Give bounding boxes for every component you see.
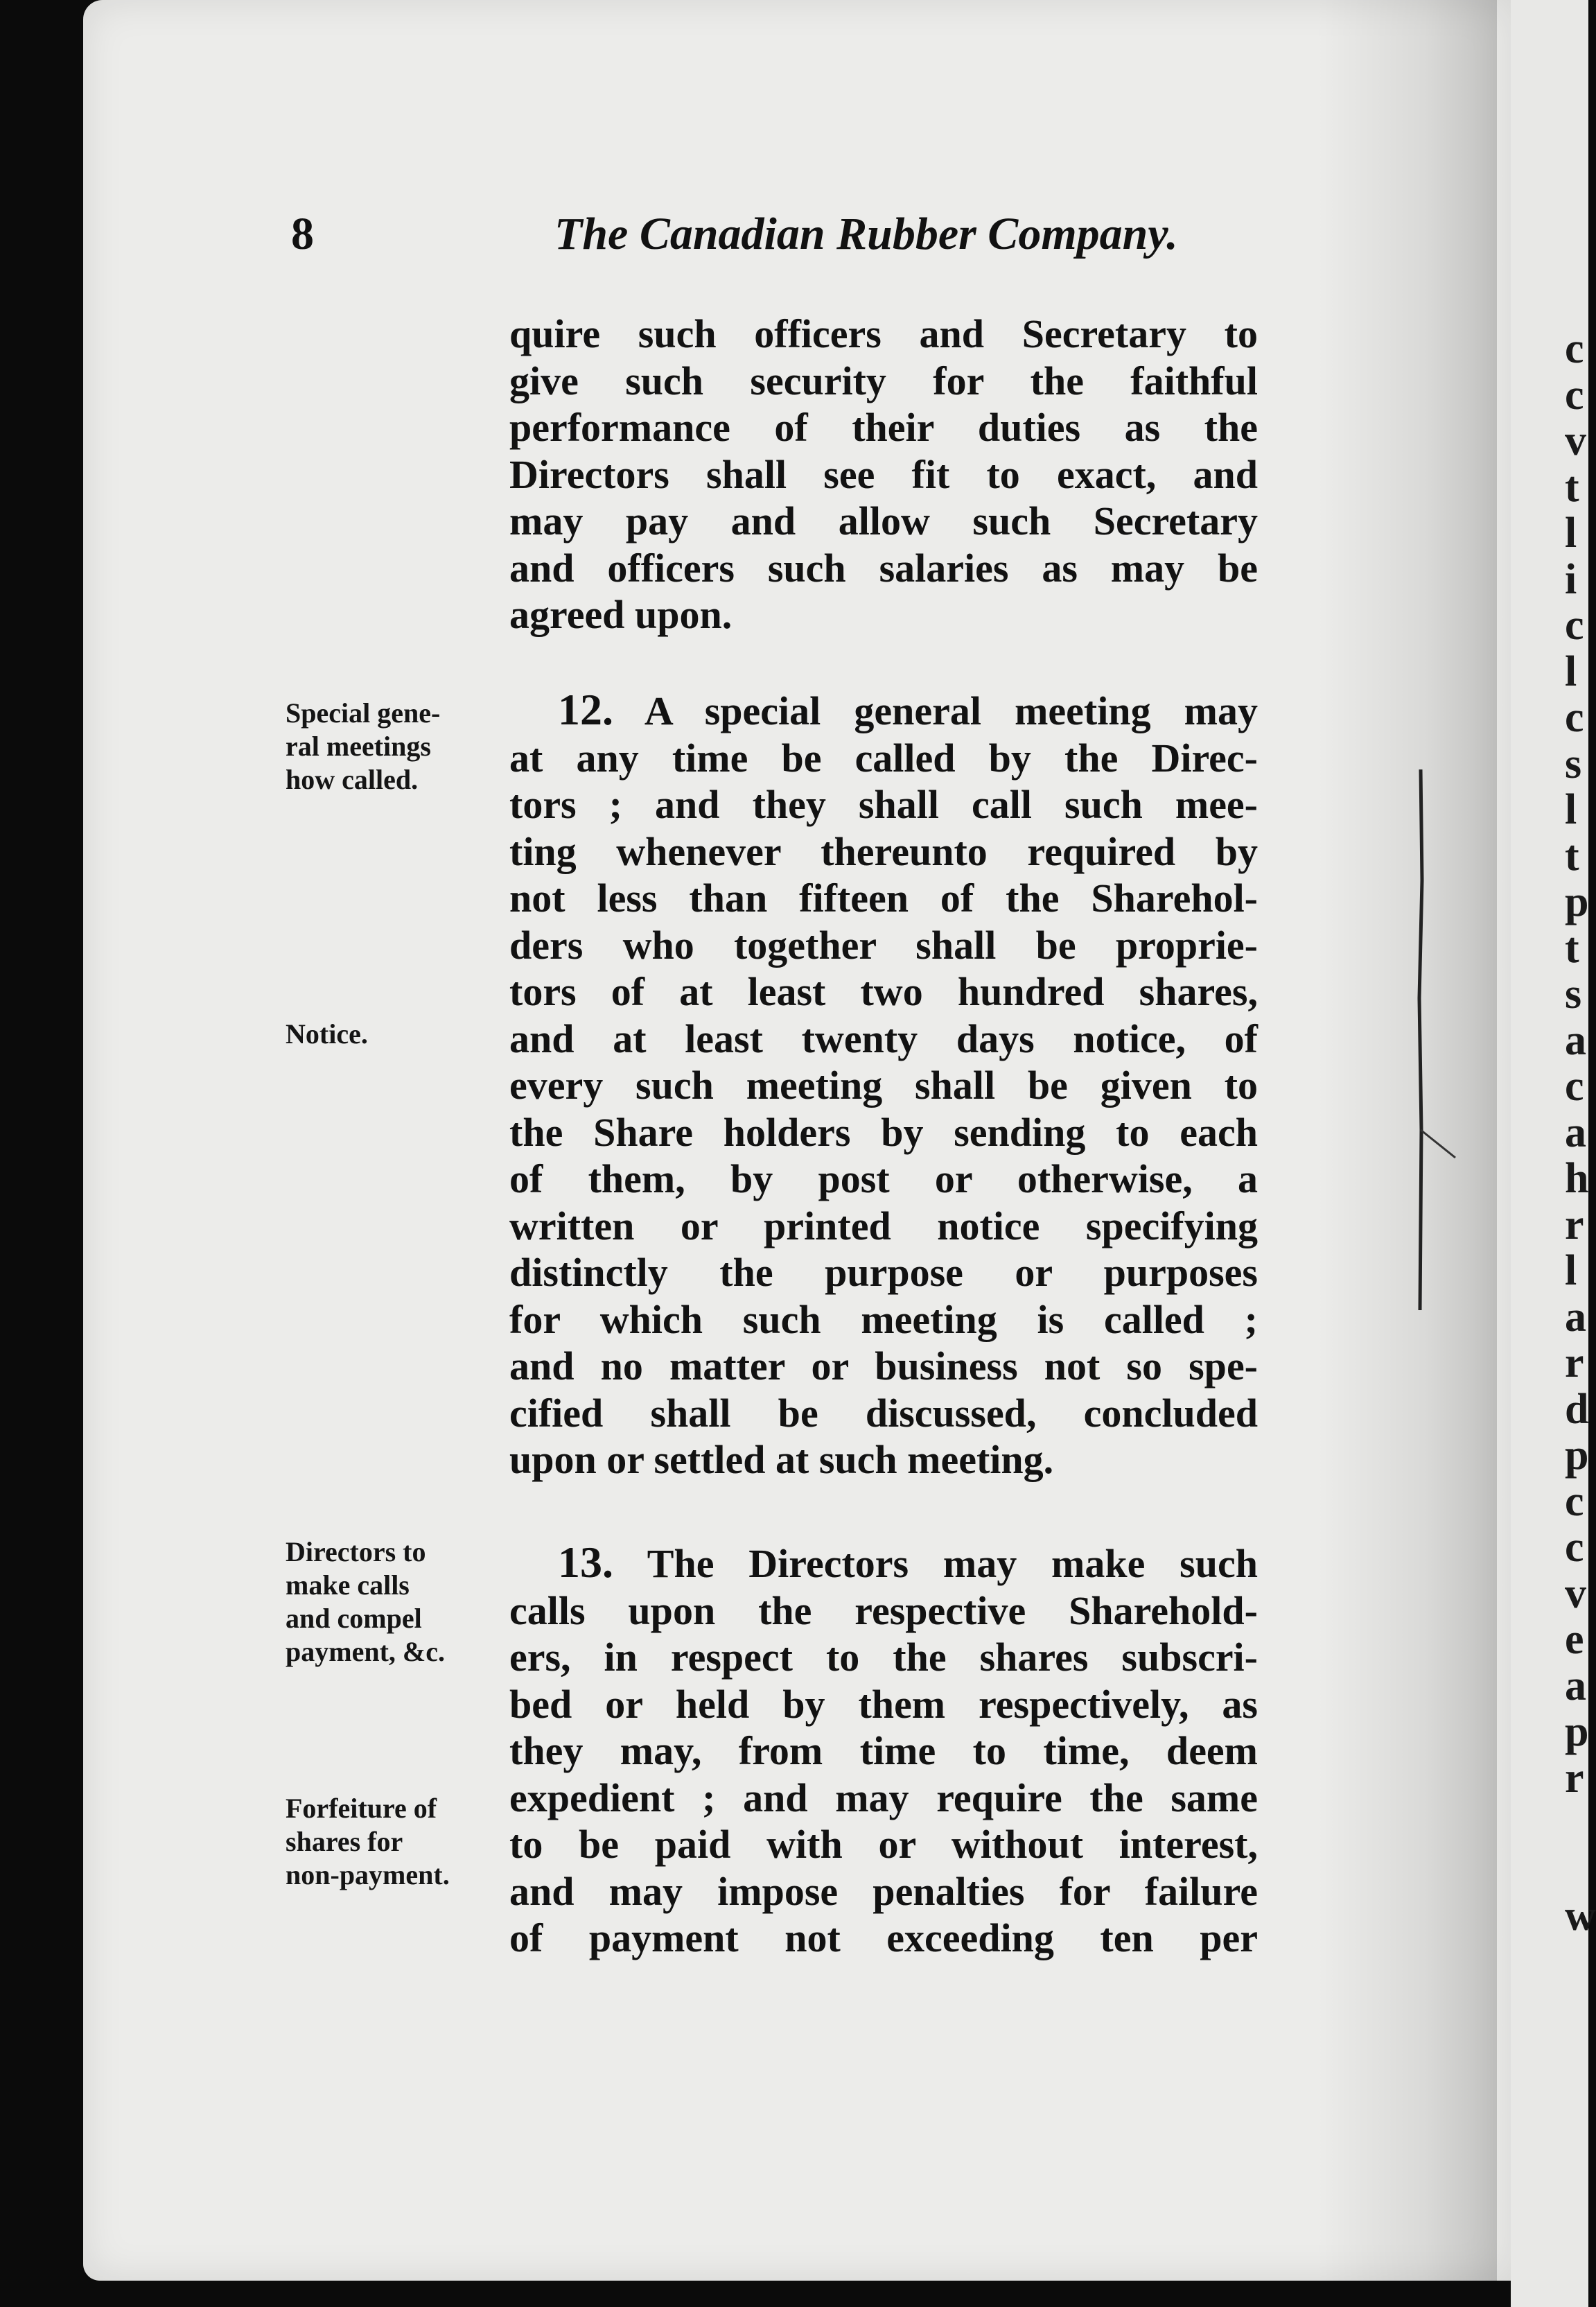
facing-page-letter: a: [1565, 1108, 1586, 1156]
text-line: upon or settled at such meeting.: [509, 1437, 1054, 1482]
text-line: they may, from time to time, deem: [509, 1728, 1258, 1773]
side-note-line: shares for: [286, 1826, 403, 1857]
facing-page-letter: c: [1565, 371, 1584, 419]
text-line: and at least twenty days notice, of: [509, 1016, 1258, 1061]
side-note-forfeiture: [286, 1792, 514, 1892]
facing-page-letter: a: [1565, 1016, 1586, 1064]
text-line: [509, 686, 1258, 735]
text-line: quire such officers and Secretary to: [509, 311, 1258, 356]
facing-page-letter: s: [1565, 740, 1582, 787]
text-line: of payment not exceeding ten per: [509, 1915, 1258, 1960]
facing-page-letter: t: [1565, 924, 1579, 972]
text-line: ers, in respect to the shares subscri-: [509, 1635, 1258, 1680]
text-line: and no matter or business not so spe-: [509, 1343, 1258, 1388]
side-note-line: how called.: [286, 764, 419, 795]
text-line: not less than fifteen of the Sharehol-: [509, 876, 1258, 921]
facing-page-letter: s: [1565, 970, 1582, 1018]
side-note-line: Directors to: [286, 1536, 426, 1567]
text-line: to be paid with or without interest,: [509, 1822, 1258, 1867]
facing-page-letter: c: [1565, 1063, 1584, 1110]
text-line-content: The Directors may make such: [647, 1541, 1259, 1586]
page-header: [291, 208, 1261, 270]
facing-page-letter: [1565, 1801, 1593, 1847]
text-line: performance of their duties as the: [509, 405, 1258, 450]
text-line: [509, 1539, 1258, 1587]
facing-page-letter: r: [1565, 1201, 1584, 1248]
facing-page-letter: w: [1565, 1892, 1596, 1940]
facing-page-letter: d: [1565, 1385, 1589, 1433]
side-note-line: Notice.: [286, 1018, 368, 1050]
facing-page-letter: c: [1565, 325, 1584, 372]
text-line: cified shall be discussed, concluded: [509, 1390, 1258, 1436]
binding-thread: [1414, 769, 1428, 1310]
facing-page-letter: l: [1565, 647, 1577, 695]
gutter-shadow: [1317, 0, 1497, 2281]
text-line: and may impose penalties for failure: [509, 1868, 1258, 1914]
facing-page-letter: r: [1565, 1339, 1584, 1386]
facing-page-letter: v: [1565, 417, 1586, 464]
facing-page-letter: p: [1565, 1708, 1589, 1755]
page-number: 8: [291, 209, 314, 259]
section-number: 13.: [558, 1538, 613, 1587]
text-line: give such security for the faithful: [509, 358, 1258, 403]
text-line: written or printed notice specifying: [509, 1203, 1258, 1248]
text-line: distinctly the purpose or purposes: [509, 1250, 1258, 1295]
facing-page-letter: t: [1565, 463, 1579, 511]
running-title: The Canadian Rubber Company.: [554, 209, 1178, 259]
side-note-special-meetings: [286, 697, 514, 796]
text-line: Directors shall see fit to exact, and: [509, 451, 1258, 497]
text-line: may pay and allow such Secretary: [509, 498, 1258, 543]
text-line: tors of at least two hundred shares,: [509, 969, 1258, 1014]
section-13: [509, 1539, 1258, 1962]
facing-page-letter: t: [1565, 832, 1579, 880]
text-line: of them, by post or otherwise, a: [509, 1156, 1258, 1201]
facing-page-letter: c: [1565, 1477, 1584, 1525]
facing-page-letter: p: [1565, 1431, 1589, 1479]
text-line: every such meeting shall be given to: [509, 1063, 1258, 1108]
text-line: expedient ; and may require the same: [509, 1775, 1258, 1820]
text-line: ting whenever thereunto required by: [509, 828, 1258, 874]
facing-page-letter: p: [1565, 878, 1589, 925]
text-line: at any time be called by the Direc-: [509, 735, 1258, 781]
text-line: ders who together shall be proprie-: [509, 922, 1258, 968]
facing-page-letter: a: [1565, 1293, 1586, 1341]
text-line: and officers such salaries as may be: [509, 545, 1258, 591]
side-note-line: make calls: [286, 1569, 410, 1601]
text-line-content: A special general meeting may: [644, 688, 1258, 733]
section-number: 12.: [558, 685, 613, 734]
side-note-line: payment, &c.: [286, 1636, 445, 1667]
facing-page-letter: l: [1565, 510, 1577, 557]
facing-page-letters: [1565, 325, 1596, 1940]
side-note-notice: [286, 1018, 514, 1051]
side-note-line: ral meetings: [286, 731, 431, 762]
side-note-line: Forfeiture of: [286, 1793, 437, 1824]
facing-page-letter: i: [1565, 555, 1577, 603]
facing-page-letter: a: [1565, 1662, 1586, 1709]
side-note-line: non-payment.: [286, 1859, 450, 1890]
text-line: tors ; and they shall call such mee-: [509, 782, 1258, 827]
section-12: [509, 686, 1258, 1483]
side-note-directors-calls: [286, 1535, 514, 1669]
text-line: agreed upon.: [509, 592, 733, 637]
facing-page-letter: c: [1565, 602, 1584, 649]
text-line: the Share holders by sending to each: [509, 1109, 1258, 1155]
facing-page-letter: c: [1565, 694, 1584, 741]
side-note-line: and compel: [286, 1603, 422, 1634]
side-note-line: Special gene-: [286, 697, 441, 729]
facing-page-letter: r: [1565, 1754, 1584, 1802]
text-line: for which such meeting is called ;: [509, 1296, 1258, 1342]
facing-page-letter: l: [1565, 1247, 1577, 1294]
facing-page-letter: c: [1565, 1524, 1584, 1571]
paragraph-continuation: [509, 311, 1258, 638]
text-line: calls upon the respective Sharehold-: [509, 1587, 1258, 1633]
facing-page-letter: h: [1565, 1155, 1589, 1202]
facing-page-letter: l: [1565, 786, 1577, 833]
text-line: bed or held by them respectively, as: [509, 1681, 1258, 1727]
facing-page-letter: e: [1565, 1616, 1584, 1663]
facing-page-letter: v: [1565, 1569, 1586, 1617]
facing-page-letter: [1565, 1847, 1593, 1894]
